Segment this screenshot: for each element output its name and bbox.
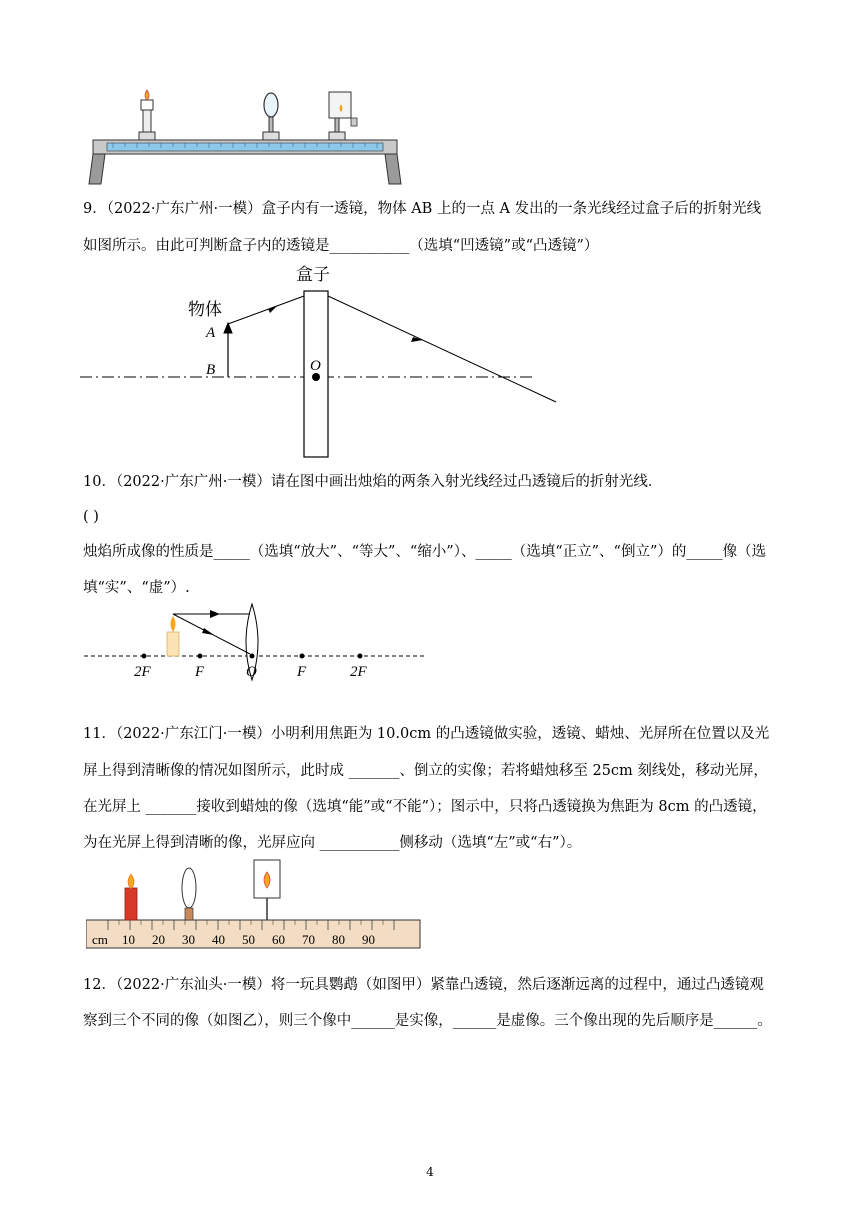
object-label: 物体 (188, 300, 222, 319)
page-number: 4 (426, 1165, 434, 1179)
q10-line-2: ( ) (83, 509, 99, 525)
q10-line-4: 填“实”、“虚”）. (83, 580, 190, 596)
q12-line-1: 12．（2022·广东汕头·一模）将一玩具鹦鹉（如图甲）紧靠凸透镜，然后逐渐远离的过程中，通过凸透镜观 (83, 977, 764, 993)
ruler-unit: cm (92, 932, 108, 947)
ruler-bench-figure (86, 858, 426, 956)
q11-line-3: 在光屏上 _______接收到蜡烛的像（选填“能”或“不能”）；图示中，只将凸透镜换为焦距为 8cm 的凸透镜， (83, 799, 767, 815)
label-2f-right: 2F (350, 664, 367, 680)
point-o-label: O (310, 358, 321, 374)
ruler-90: 90 (362, 932, 375, 947)
q11-line-2: 屏上得到清晰像的情况如图所示，此时成 _______、倒立的实像；若将蜡烛移至 25cm 刻线处，移动光屏， (83, 763, 768, 779)
point-b-label: B (206, 362, 216, 378)
q9-line-2: 如图所示。由此可判断盒子内的透镜是___________（选填“凹透镜”或“凸透镜”） (83, 238, 599, 254)
ruler-80: 80 (332, 932, 345, 947)
label-2f-left: 2F (134, 664, 151, 680)
ruler-20: 20 (152, 932, 165, 947)
optical-bench-figure (85, 88, 405, 192)
label-f-left: F (195, 664, 205, 680)
label-o: O (246, 664, 257, 680)
q10-line-3: 烛焰所成像的性质是_____（选填“放大”、“等大”、“缩小”）、_____（选填“正立”、“倒立”）的_____像（选 (83, 544, 767, 560)
q11-line-1: 11．（2022·广东江门·一模）小明利用焦距为 10.0cm 的凸透镜做实验，透镜、蜡烛、光屏所在位置以及光 (83, 726, 770, 742)
label-f-right: F (297, 664, 307, 680)
ruler-70: 70 (302, 932, 315, 947)
q9-line-1: 9．（2022·广东广州·一模）盒子内有一透镜，物体 AB 上的一点 A 发出的一条光线经过盒子后的折射光线 (83, 201, 762, 217)
ruler-30: 30 (182, 932, 195, 947)
ruler-40: 40 (212, 932, 225, 947)
q10-line-1: 10．（2022·广东广州·一模）请在图中画出烛焰的两条入射光线经过凸透镜后的折射光线． (83, 474, 663, 490)
q11-line-4: 为在光屏上得到清晰的像，光屏应向 ___________侧移动（选填“左”或“右”）。 (83, 835, 582, 851)
q12-line-2: 察到三个不同的像（如图乙），则三个像中______是实像，______是虚像。三个像出现的先后顺序是______。 (83, 1013, 772, 1029)
lens-box-figure (80, 258, 570, 472)
ruler-10: 10 (122, 932, 135, 947)
ruler-60: 60 (272, 932, 285, 947)
ruler-50: 50 (242, 932, 255, 947)
box-label: 盒子 (296, 265, 330, 284)
point-a-label: A (206, 325, 216, 341)
convex-lens-figure (84, 600, 429, 688)
